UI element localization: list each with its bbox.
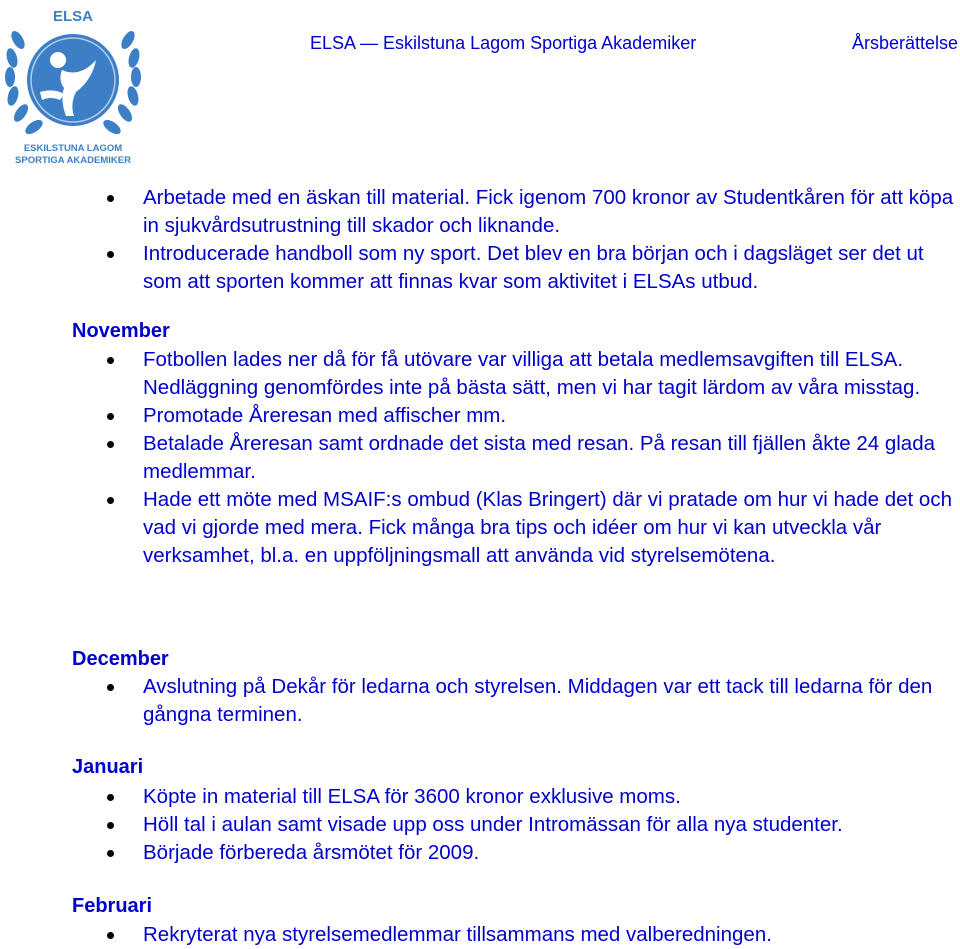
section-heading-januari: Januari: [72, 756, 144, 778]
svg-text:ELSA: ELSA: [52, 8, 94, 25]
list-item: Hade ett möte med MSAIF:s ombud (Klas Bringert) där vi pratade om hur vi hade det och vad vi gjorde med mera. Fick många bra tips och idéer om hur vi kan utveckla vår verksamhet, bl.a. en uppföljningsmall att använda vid styrelsemötena.: [0, 486, 960, 570]
list-item: Promotade Åreresan med affischer mm.: [0, 402, 960, 430]
list-item: Köpte in material till ELSA för 3600 kronor exklusive moms.: [0, 783, 960, 811]
februari-list: [0, 921, 960, 949]
januari-list: [0, 783, 960, 867]
november-list: [0, 346, 960, 570]
section-heading-februari: Februari: [72, 895, 153, 917]
list-item: Började förbereda årsmötet för 2009.: [0, 839, 960, 867]
list-item: Avslutning på Dekår för ledarna och styrelsen. Middagen var ett tack till ledarna för den gångna terminen.: [0, 673, 960, 729]
header-title: ELSA — Eskilstuna Lagom Sportiga Akademiker: [310, 33, 697, 53]
december-list: [0, 673, 960, 729]
list-item: Fotbollen lades ner då för få utövare var villiga att betala medlemsavgiften till ELSA. Nedläggning genomfördes inte på bästa sätt, men vi har tagit lärdom av våra misstag.: [0, 346, 960, 402]
elsa-logo: [0, 0, 146, 168]
svg-text:ESKILSTUNA LAGOM: ESKILSTUNA LAGOM: [23, 143, 123, 154]
list-item: Höll tal i aulan samt visade upp oss under Intromässan för alla nya studenter.: [0, 811, 960, 839]
svg-text:SPORTIGA AKADEMIKER: SPORTIGA AKADEMIKER: [15, 155, 131, 166]
list-item: Introducerade handboll som ny sport. Det blev en bra början och i dagsläget ser det ut som att sporten kommer att finnas kvar som aktivitet i ELSAs utbud.: [0, 240, 960, 296]
list-item: Arbetade med en äskan till material. Fick igenom 700 kronor av Studentkåren för att köpa in sjukvårdsutrustning till skador och liknande.: [0, 184, 960, 240]
section-heading-november: November: [72, 320, 170, 342]
header-right-label: Årsberättelse: [851, 33, 958, 53]
list-item: Betalade Åreresan samt ordnade det sista med resan. På resan till fjällen åkte 24 glada medlemmar.: [0, 430, 960, 486]
intro-list: [0, 184, 960, 296]
section-heading-december: December: [72, 648, 169, 670]
list-item: Rekryterat nya styrelsemedlemmar tillsammans med valberedningen.: [0, 921, 960, 949]
